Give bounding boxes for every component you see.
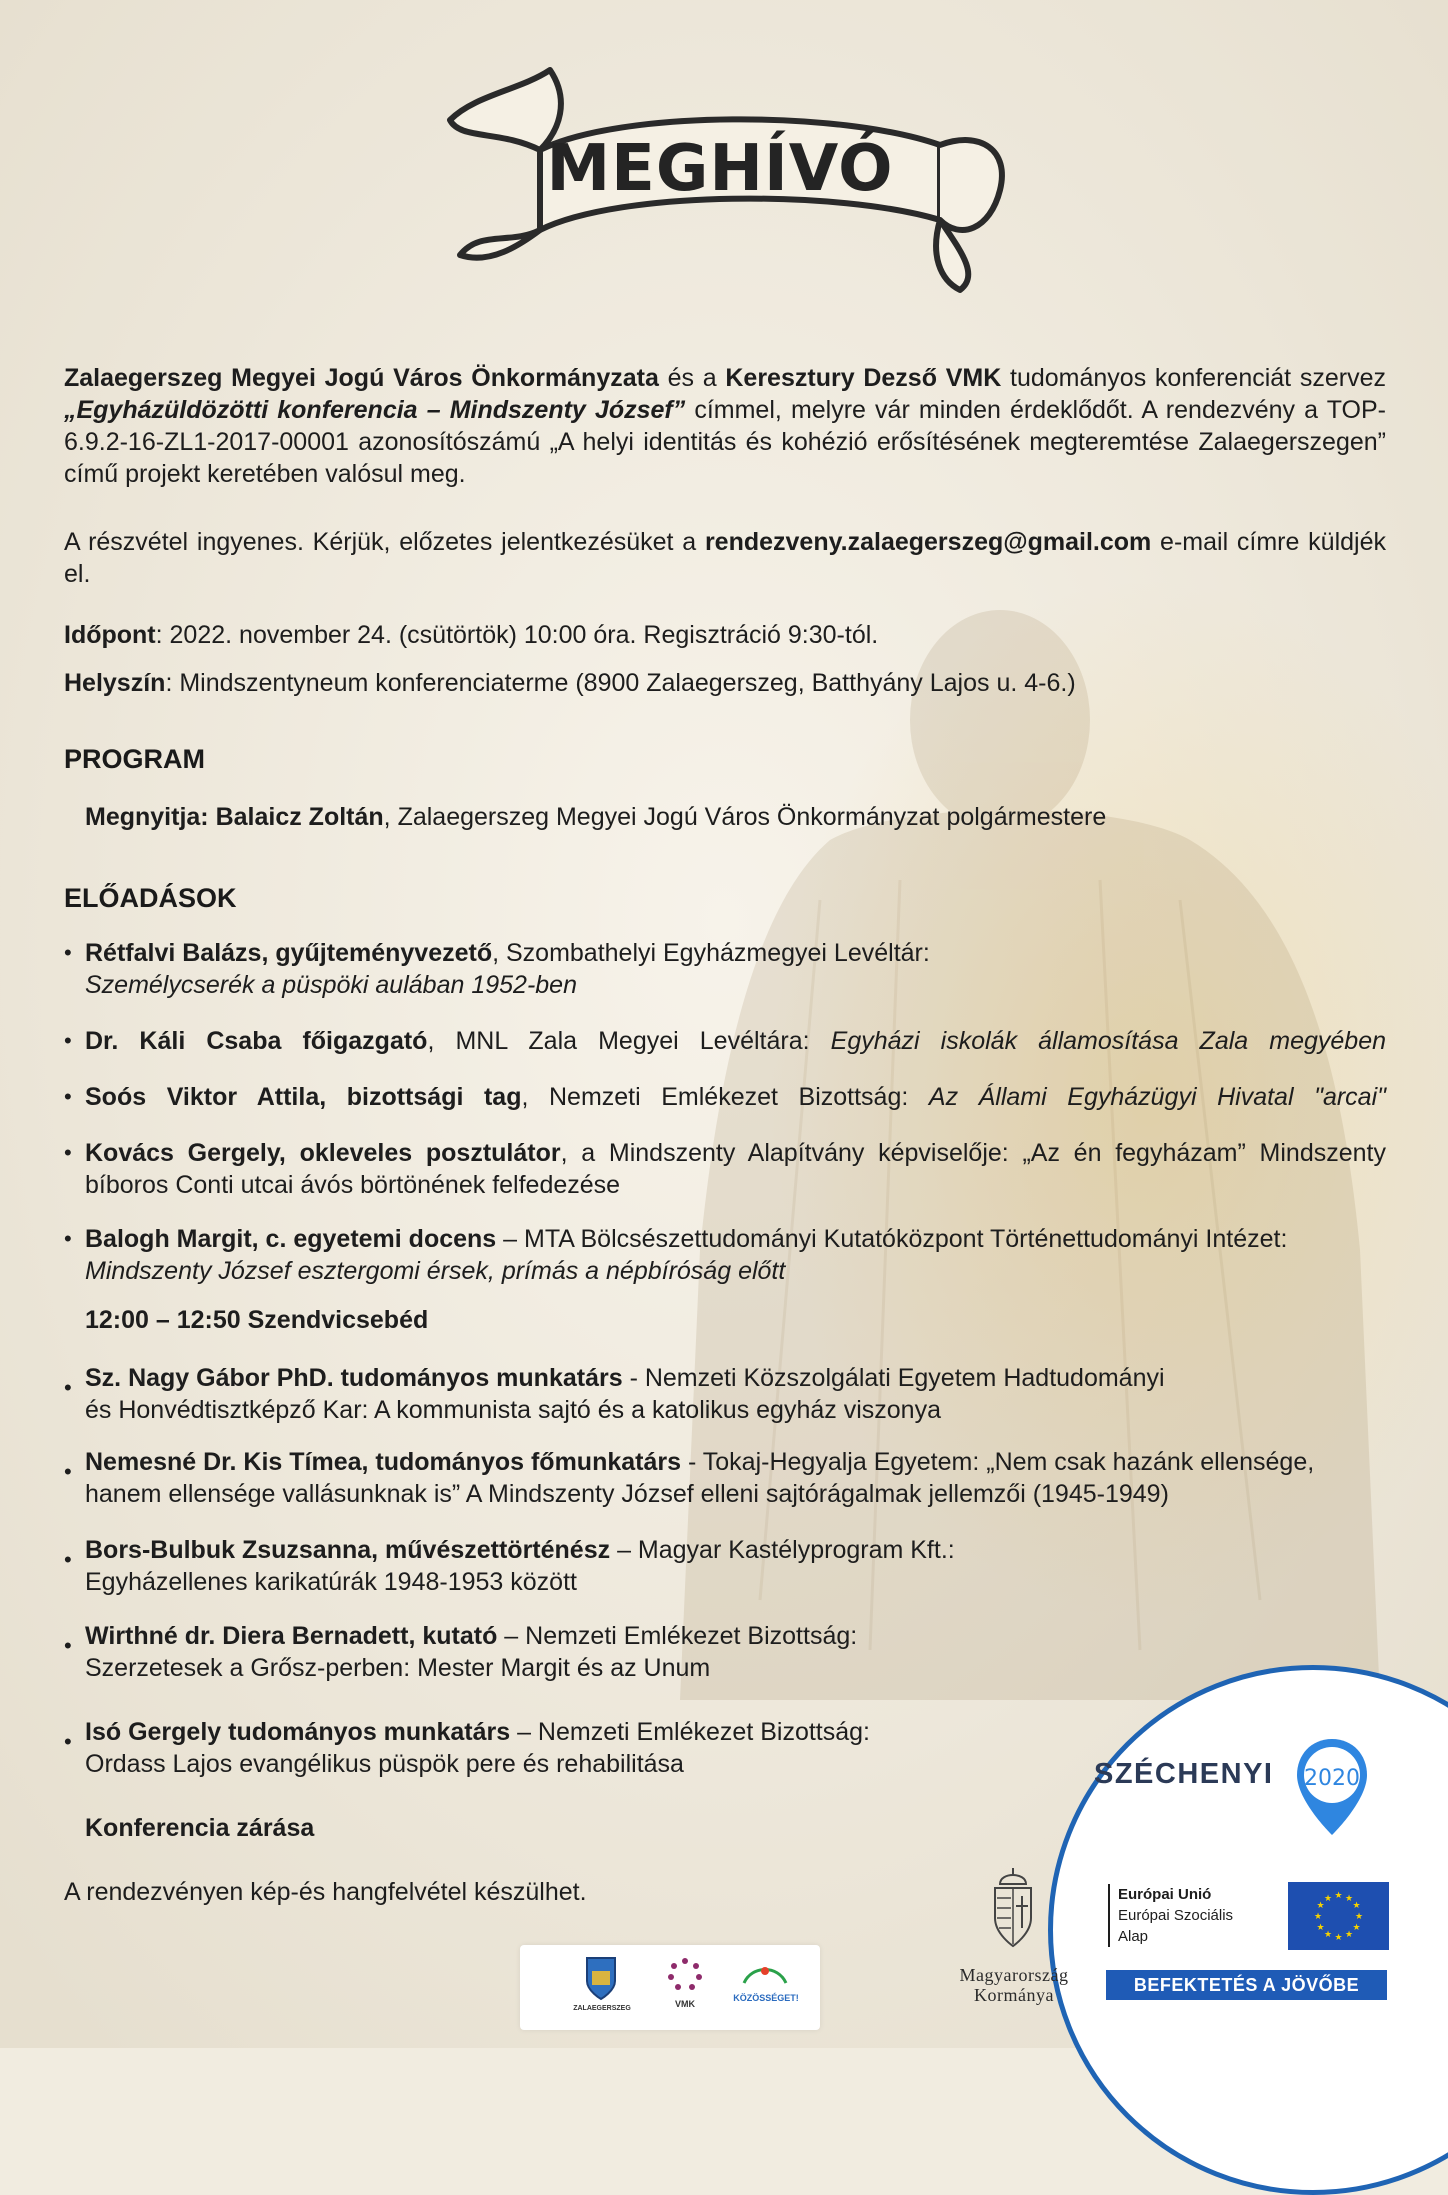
svg-text:★: ★ (1352, 1901, 1361, 1911)
organizer-vmk: Keresztury Dezső VMK (725, 364, 1002, 392)
venue-line: Helyszín: Mindszentyneum konferenciaterme (8900 Zalaegerszeg, Batthyány Lajos u. 4-6.) (64, 669, 1076, 697)
closing-line: Konferencia zárása (85, 1814, 315, 1842)
szechenyi-wordmark: SZÉCHENYI (1094, 1758, 1274, 1790)
government-name: Magyarország Kormánya (959, 1965, 1069, 2005)
time-line: Időpont: 2022. november 24. (csütörtök) 10:00 óra. Regisztráció 9:30-tól. (64, 621, 879, 649)
szechenyi-2020-pin-icon (1293, 1735, 1371, 1839)
svg-text:★: ★ (1313, 1912, 1323, 1922)
svg-text:★: ★ (1352, 1923, 1361, 1933)
eu-fund-label: Európai Unió Európai Szociális Alap (1108, 1884, 1233, 1947)
eu-flag-icon (1288, 1882, 1389, 1950)
svg-text:★: ★ (1316, 1923, 1325, 1933)
venue-label: Helyszín (64, 669, 166, 697)
svg-text:★: ★ (1344, 1930, 1354, 1940)
opening-line: Megnyitja: Balaicz Zoltán, Zalaegerszeg Megyei Jogú Város Önkormányzat polgármestere (85, 803, 1107, 831)
svg-text:★: ★ (1344, 1894, 1354, 1904)
invitation-title: MEGHÍVÓ (546, 132, 894, 206)
svg-text:★: ★ (1354, 1912, 1364, 1922)
partner-label-community: KÖZÖSSÉGET! (733, 1993, 799, 2003)
svg-text:★: ★ (1334, 1891, 1343, 1901)
partner-label-zalaegerszeg: ZALAEGERSZEG (573, 2005, 631, 2012)
email-link[interactable]: rendezveny.zalaegerszeg@gmail.com (704, 528, 1152, 556)
time-label: Időpont (64, 621, 156, 649)
community-logo-icon (738, 1959, 792, 1989)
lunch-break: 12:00 – 12:50 Szendvicsebéd (85, 1306, 429, 1334)
svg-text:★: ★ (1334, 1933, 1343, 1943)
participation-paragraph: A részvétel ingyenes. Kérjük, előzetes jelentkezésüket a rendezveny.zalaegerszeg@gmail.com e-mail címre küldjék el. (64, 528, 1386, 588)
organizer-city: Zalaegerszeg Megyei Jogú Város Önkormányzata (64, 364, 659, 392)
szechenyi-year: 2020 (1304, 1766, 1360, 1791)
eu-slogan-banner: BEFEKTETÉS A JÖVŐBE (1106, 1970, 1387, 2000)
partner-logos (520, 1945, 820, 2030)
recording-notice: A rendezvényen kép-és hangfelvétel készülhet. (64, 1878, 587, 1906)
conference-title: „Egyházüldözötti konferencia – Mindszenty József” (64, 396, 686, 424)
svg-text:★: ★ (1323, 1894, 1333, 1904)
hungarian-coat-of-arms-icon (990, 1866, 1036, 1950)
vmk-logo-icon (665, 1955, 705, 1995)
program-heading: PROGRAM (64, 744, 205, 774)
zalaegerszeg-crest-icon (584, 1955, 618, 2001)
svg-text:★: ★ (1316, 1901, 1325, 1911)
partner-label-vmk: VMK (675, 1999, 695, 2009)
intro-paragraph: Zalaegerszeg Megyei Jogú Város Önkormányzata és a Keresztury Dezső VMK tudományos konferenciát szervez „Egyházüldözötti konferencia – Mindszenty József” címmel, melyre vár minden érdeklődőt. A rendezvény a TOP-6.9.2-16-ZL1-2017-00001 azonosítószámú „A helyi identitás és kohézió erősítésének megteremtése Zalaegerszegen” című projekt keretében valósul meg. (64, 364, 1386, 488)
svg-text:★: ★ (1323, 1930, 1333, 1940)
lectures-heading: ELŐADÁSOK (64, 883, 237, 913)
